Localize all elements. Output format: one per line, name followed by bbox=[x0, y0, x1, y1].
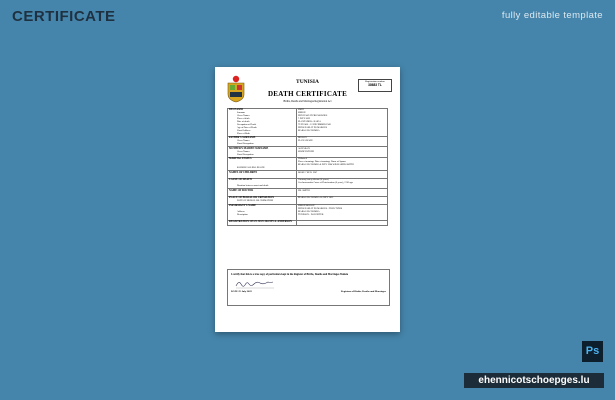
field-value: DENS HAM AT PO MAROUS - TRUS TUNIS bbox=[298, 207, 343, 210]
field-label: Given Names bbox=[237, 115, 250, 118]
document-title: DEATH CERTIFICATE bbox=[267, 90, 348, 98]
section-value-cell bbox=[297, 147, 388, 158]
section-label-cell bbox=[228, 197, 297, 205]
form-section bbox=[228, 157, 388, 170]
field-label: Usual Occupation bbox=[237, 143, 254, 146]
section-heading: MARITAL STATUS bbox=[229, 157, 252, 161]
photoshop-icon: Ps bbox=[582, 341, 603, 362]
field-value: SIMON ROSSAY bbox=[298, 205, 315, 208]
registration-box bbox=[358, 79, 392, 92]
section-heading: REGISTRATION ON 25 JULY 2022 BY A. ANDERSON bbox=[229, 220, 292, 224]
form-section bbox=[228, 189, 388, 197]
certification-text: I certify that this is a true copy of particulars kept in the Register of Births, Deaths and Marriages Tunisia bbox=[231, 273, 349, 276]
section-value-cell bbox=[297, 189, 388, 197]
field-value: DEN HAM AT PRO MAROUS bbox=[298, 115, 328, 118]
field-label bbox=[229, 193, 295, 196]
tagline: fully editable template bbox=[501, 10, 603, 21]
section-label-cell bbox=[228, 220, 297, 225]
field-label: Occupation at Death bbox=[237, 123, 256, 126]
brand-title: CERTIFICATE bbox=[12, 8, 116, 25]
field-label bbox=[229, 175, 295, 178]
section-label-cell bbox=[228, 189, 297, 197]
field-value: Widowed bbox=[298, 158, 307, 161]
field-label: KAIRELE SALERA ELIANI bbox=[237, 167, 265, 170]
field-value: 79 YEARS - 12 DECEMBER 1943 bbox=[298, 123, 331, 126]
field-value: DR. SMITH bbox=[298, 189, 310, 192]
issue-date: DATE 25 July 2022 bbox=[231, 290, 252, 293]
field-value: SIMON bbox=[298, 112, 306, 115]
section-value-cell bbox=[297, 136, 388, 147]
field-value: ROSIE 7 MAY 1967 bbox=[298, 171, 318, 174]
field-value: ALIYARAN bbox=[298, 147, 310, 150]
field-label: Usual Address bbox=[237, 129, 251, 132]
section-heading: NAME OF DOCTOR bbox=[229, 188, 254, 192]
field-value: PLANTADOR - RAIGA bbox=[298, 121, 321, 124]
field-label: DATE OF BURIAL OR CREMATION bbox=[237, 200, 274, 203]
field-label: Usual Occupation bbox=[237, 153, 254, 156]
field-value: TUNISIAN - DAUGHTER bbox=[298, 213, 324, 216]
section-label-cell bbox=[228, 178, 297, 189]
field-value: MARSA ELCHAMBA bbox=[298, 210, 320, 213]
form-section bbox=[228, 171, 388, 179]
section-value-cell bbox=[297, 204, 388, 220]
field-value: MARSA ELCHAMBA bbox=[298, 129, 320, 132]
section-heading: NAMES OF CHILDREN bbox=[229, 170, 258, 174]
signature-icon bbox=[234, 279, 276, 289]
field-label: Given Names bbox=[237, 150, 250, 153]
field-label bbox=[229, 217, 295, 220]
field-value: DENS HAM AT PO MAROUS bbox=[298, 126, 328, 129]
field-label: Address bbox=[237, 210, 245, 213]
field-label: Description bbox=[237, 213, 248, 216]
field-label: Place of Birth bbox=[237, 132, 250, 135]
section-label-cell bbox=[228, 157, 297, 170]
form-section bbox=[228, 147, 388, 158]
registration-number: 38683 TL bbox=[368, 83, 382, 87]
field-value: MARSA ELCHAMBA 10 JULY 2022 bbox=[298, 197, 334, 200]
field-value: SEMICUSTODE bbox=[298, 150, 315, 153]
form-section bbox=[228, 204, 388, 220]
certificate-document bbox=[215, 67, 400, 332]
section-value-cell bbox=[297, 109, 388, 137]
watermark: ehennicotschoepges.lu bbox=[464, 373, 604, 388]
section-label-cell bbox=[228, 136, 297, 147]
country-name: TUNISIA bbox=[296, 79, 319, 85]
certificate-form bbox=[227, 108, 388, 226]
section-label-cell bbox=[228, 147, 297, 158]
field-label: Duration between onset and death bbox=[237, 185, 269, 188]
field-value: SMIH bbox=[298, 109, 304, 112]
form-section bbox=[228, 136, 388, 147]
section-heading: MOTHER'S MAIDEN SURNAME bbox=[229, 146, 269, 150]
field-label: Given Names bbox=[237, 140, 250, 143]
section-label-cell bbox=[228, 171, 297, 179]
field-label: Date of death bbox=[237, 121, 250, 124]
section-label-cell bbox=[228, 109, 297, 137]
form-section bbox=[228, 197, 388, 205]
form-section bbox=[228, 109, 388, 137]
field-label: Age at Date of Death bbox=[237, 126, 257, 129]
section-value-cell bbox=[297, 171, 388, 179]
section-heading: PLACE OF BURIAL OR CREMATION bbox=[229, 196, 274, 200]
field-value: Cerebrovascular Cause of Deterioration (6 years), 1742 ago bbox=[298, 182, 353, 185]
registrar-title: Registrar of Births, Deaths and Marriages bbox=[340, 290, 386, 293]
section-value-cell bbox=[297, 220, 388, 225]
field-value: MARSA ELCHAMBA 8 JULY 1964 WILLIAMNS SMITH bbox=[298, 164, 354, 167]
form-section bbox=[228, 220, 388, 225]
form-section bbox=[228, 178, 388, 189]
document-subtitle: Births, Deaths and Marriages Registration Act bbox=[283, 100, 332, 103]
certification-block bbox=[227, 269, 390, 306]
field-label: Place of birth bbox=[237, 118, 250, 121]
section-value-cell bbox=[297, 197, 388, 205]
field-value: Coronary artery disease (4 years) bbox=[298, 179, 329, 182]
field-value: PLAN LISANE bbox=[298, 140, 313, 143]
section-heading: DECEASED bbox=[229, 108, 244, 112]
field-value: BOSSAY bbox=[298, 137, 307, 140]
section-label-cell bbox=[228, 204, 297, 220]
section-heading: INFORMANT'S NAME bbox=[229, 204, 257, 208]
field-value: 7 JULY 2022 bbox=[298, 118, 311, 121]
section-value-cell bbox=[297, 157, 388, 170]
section-value-cell bbox=[297, 178, 388, 189]
field-label: Surname bbox=[237, 112, 246, 115]
section-heading: FATHER'S SURNAME bbox=[229, 136, 256, 140]
field-value: Place of marriage Date of marriage Name of Spouse bbox=[298, 161, 347, 164]
registration-label: Registration number bbox=[365, 81, 385, 83]
section-heading: CAUSE OF DEATH bbox=[229, 178, 252, 182]
